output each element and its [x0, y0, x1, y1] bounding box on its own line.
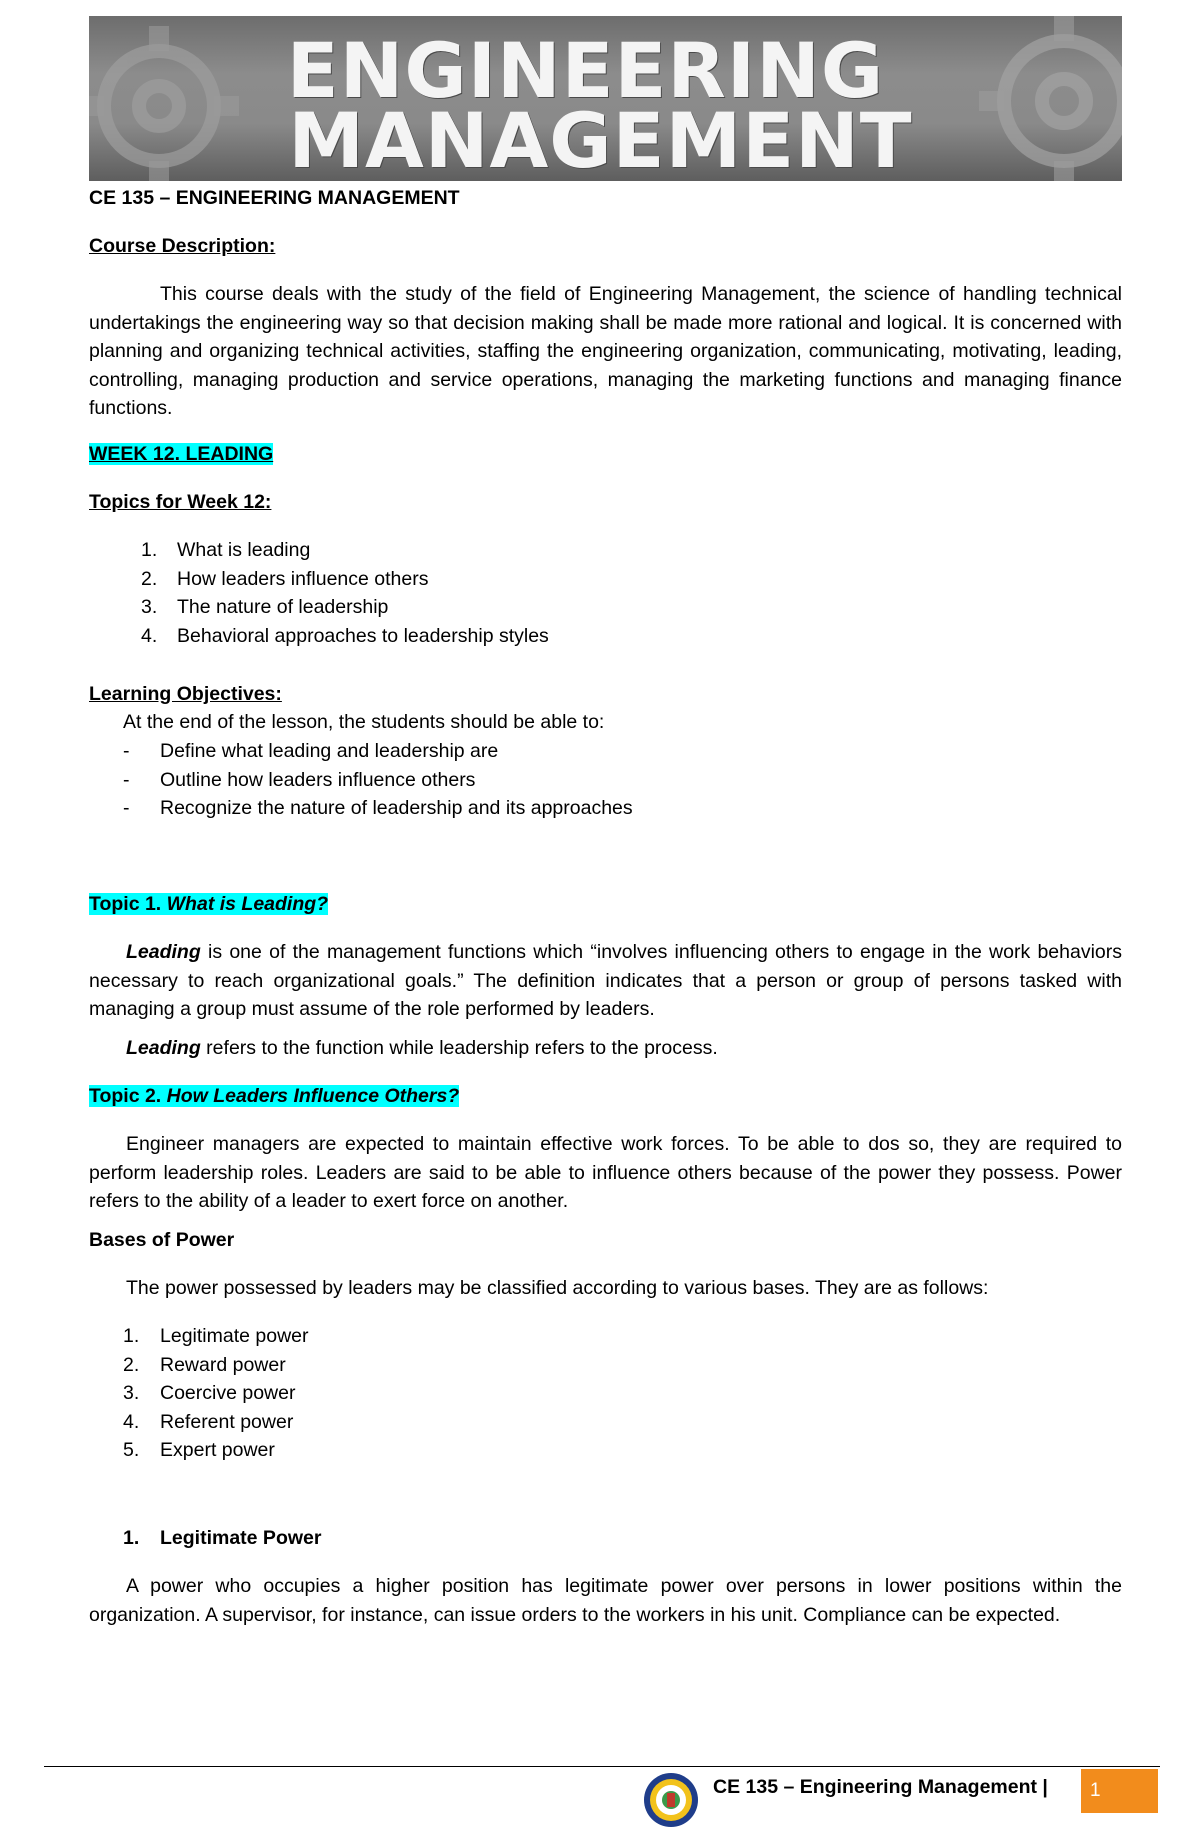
list-item	[89, 1436, 1122, 1465]
topic2-paragraph: Engineer managers are expected to maintain effective work forces. To be able to dos so, they are required to perform leadership roles. Leaders are said to be able to influence others because of the power they possess. Power refers to the ability of a leader to exert force on another.	[89, 1133, 1122, 1212]
objectives-intro: At the end of the lesson, the students should be able to:	[123, 711, 605, 733]
topic2-heading-wrap	[89, 1082, 1122, 1111]
document-body	[89, 181, 1122, 1626]
topic1-paragraph-1	[89, 938, 1122, 1024]
course-title: CE 135 – ENGINEERING MANAGEMENT	[89, 187, 460, 209]
list-text: The nature of leadership	[177, 596, 389, 618]
bullet-dash: -	[123, 768, 130, 791]
list-item	[89, 1351, 1122, 1380]
list-text: Legitimate power	[160, 1325, 309, 1347]
list-item	[89, 593, 1122, 622]
topic1-paragraph-2	[89, 1034, 1122, 1063]
topic2-heading	[89, 1085, 459, 1107]
topic2-title: How Leaders Influence Others?	[166, 1085, 460, 1107]
list-item	[89, 766, 1122, 795]
list-item	[89, 622, 1122, 651]
list-number: 5.	[123, 1439, 140, 1461]
topic1-term-2: Leading	[126, 1037, 201, 1059]
topic2-prefix: Topic 2.	[89, 1085, 167, 1107]
topics-list	[89, 536, 1122, 650]
list-number: 4.	[123, 1410, 140, 1433]
header-banner	[89, 16, 1122, 181]
legitimate-power-title: Legitimate Power	[160, 1527, 322, 1549]
topics-heading: Topics for Week 12:	[89, 491, 272, 513]
topic1-text-1: is one of the management functions which “involves influencing others to engage in the work behaviors necessary to reach organizational goals.” The definition indicates that a person or group of persons tasked with managing a group must assume of the role performed by leaders.	[89, 941, 1122, 1020]
objectives-list	[89, 737, 1122, 823]
university-seal-icon	[642, 1771, 700, 1829]
list-text: Referent power	[160, 1410, 294, 1433]
page-number: 1	[1081, 1769, 1158, 1813]
list-number: 1.	[141, 539, 158, 561]
topic1-heading-wrap	[89, 890, 1122, 919]
list-number: 4.	[141, 624, 158, 647]
list-item	[89, 1408, 1122, 1437]
list-number: 3.	[123, 1382, 140, 1404]
list-number: 1.	[123, 1527, 140, 1549]
legitimate-power-heading	[89, 1524, 1193, 1553]
list-number: 1.	[123, 1325, 140, 1347]
course-description-body: This course deals with the study of the field of Engineering Management, the science of handling technical undertakings the engineering way so that decision making shall be made more rational and logical. It is concerned with planning and organizing technical activities, staffing the engineering organization, communicating, motivating, leading, controlling, managing production and service operations, managing the marketing functions and managing finance functions.	[89, 283, 1122, 419]
list-text: Reward power	[160, 1353, 286, 1376]
objectives-heading: Learning Objectives:	[89, 683, 282, 705]
bases-intro: The power possessed by leaders may be classified according to various bases. They are as follows:	[126, 1277, 989, 1299]
topic1-term-1: Leading	[126, 941, 201, 963]
bullet-dash: -	[123, 797, 130, 819]
list-text: Behavioral approaches to leadership styles	[177, 624, 549, 647]
course-description-heading: Course Description:	[89, 235, 276, 257]
list-item	[89, 536, 1122, 565]
list-number: 2.	[123, 1353, 140, 1376]
list-item	[89, 737, 1122, 766]
footer-course-label: CE 135 – Engineering Management |	[713, 1776, 1048, 1798]
list-item	[89, 565, 1122, 594]
list-text: What is leading	[177, 539, 311, 561]
list-number: 3.	[141, 596, 158, 618]
week-heading: WEEK 12. LEADING	[89, 443, 274, 465]
week-heading-wrap	[89, 440, 1122, 469]
list-text: Coercive power	[160, 1382, 296, 1404]
footer-divider	[44, 1766, 1160, 1767]
topic1-prefix: Topic 1.	[89, 893, 167, 915]
list-text: Recognize the nature of leadership and its approaches	[160, 797, 633, 819]
bullet-dash: -	[123, 740, 130, 762]
banner-line-1: ENGINEERING	[286, 26, 885, 115]
list-item	[89, 794, 1122, 823]
list-text: Outline how leaders influence others	[160, 768, 476, 791]
bases-list	[89, 1322, 1122, 1465]
topic1-text-2: refers to the function while leadership refers to the process.	[200, 1037, 718, 1059]
list-item	[89, 1322, 1122, 1351]
legitimate-power-body: A power who occupies a higher position has legitimate power over persons in lower positions within the organization. A supervisor, for instance, can issue orders to the workers in his unit. Compliance can be expected.	[89, 1575, 1122, 1626]
topic1-title: What is Leading?	[166, 893, 329, 915]
list-item	[89, 1379, 1122, 1408]
list-text: Expert power	[160, 1439, 275, 1461]
list-text: How leaders influence others	[177, 567, 429, 590]
banner-line-2: MANAGEMENT	[288, 96, 913, 181]
list-text: Define what leading and leadership are	[160, 740, 499, 762]
topic1-heading	[89, 893, 328, 915]
bases-heading: Bases of Power	[89, 1229, 235, 1251]
list-number: 2.	[141, 567, 158, 590]
